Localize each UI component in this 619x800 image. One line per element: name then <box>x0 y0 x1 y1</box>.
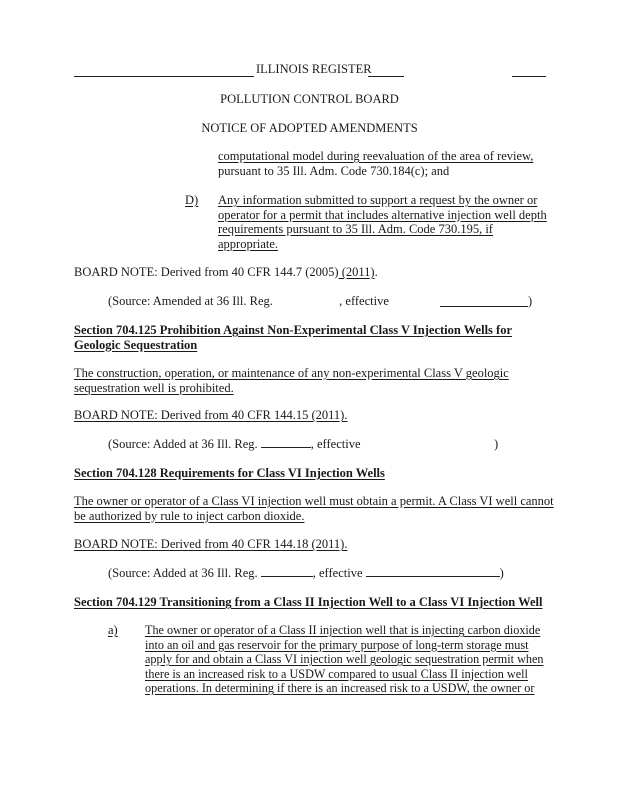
section-heading: Section 704.125 Prohibition Against Non-Experimental Class V Injection Wells for Geologic Sequestration <box>74 323 512 352</box>
header-rule-mid <box>368 76 404 77</box>
item-d-text: Any information submitted to support a request by the owner or operator for a permit that includes alternative injection well depth requirements pursuant to 35 Ill. Adm. Code 730.195, if appropriate. <box>218 193 547 251</box>
board-note: BOARD NOTE: Derived from 40 CFR 144.18 (2011). <box>74 537 348 551</box>
source-close: ) <box>494 437 499 451</box>
board-name: POLLUTION CONTROL BOARD <box>220 92 399 106</box>
source-line: (Source: Added at 36 Ill. Reg. , effective ) <box>108 566 504 580</box>
register-title: ILLINOIS REGISTER <box>256 62 372 76</box>
header-rule-right <box>512 76 546 77</box>
item-a-text: The owner or operator of a Class II injection well that is injecting carbon dioxide into an oil and gas reservoir for the primary purpose of long-term storage must apply for and obtain a Class VI injection well geologic sequestration permit when there is an increased risk to a USDW compared to usual Class II injection well operations. In determining if there is an increased risk to a USDW, the owner or <box>145 623 544 695</box>
item-d-label: D) <box>185 193 199 207</box>
section-heading: Section 704.129 Transitioning from a Class II Injection Well to a Class VI Injection Well <box>74 595 543 609</box>
notice-title: NOTICE OF ADOPTED AMENDMENTS <box>201 121 418 135</box>
board-note: BOARD NOTE: Derived from 40 CFR 144.7 (2005) (2011). <box>74 265 378 279</box>
register-blank <box>261 566 313 577</box>
effective-blank <box>440 306 528 307</box>
section-heading: Section 704.128 Requirements for Class VI Injection Wells <box>74 466 385 480</box>
source-line: (Source: Amended at 36 Ill. Reg. , effective <box>108 294 389 308</box>
effective-blank <box>366 566 500 577</box>
source-line: (Source: Added at 36 Ill. Reg. , effective <box>108 437 361 451</box>
item-a-label: a) <box>108 623 118 637</box>
continuation-line: computational model during reevaluation of the area of review, <box>218 149 534 163</box>
register-blank <box>261 437 311 448</box>
section-body: The construction, operation, or maintenance of any non-experimental Class V geologic sequestration well is prohibited. <box>74 366 509 395</box>
board-note: BOARD NOTE: Derived from 40 CFR 144.15 (2011). <box>74 408 348 422</box>
continuation-line: pursuant to 35 Ill. Adm. Code 730.184(c); and <box>218 164 450 178</box>
section-body: The owner or operator of a Class VI injection well must obtain a permit. A Class VI well cannot be authorized by rule to inject carbon dioxide. <box>74 494 554 523</box>
source-close: ) <box>528 294 533 308</box>
header-rule-left <box>74 76 254 77</box>
